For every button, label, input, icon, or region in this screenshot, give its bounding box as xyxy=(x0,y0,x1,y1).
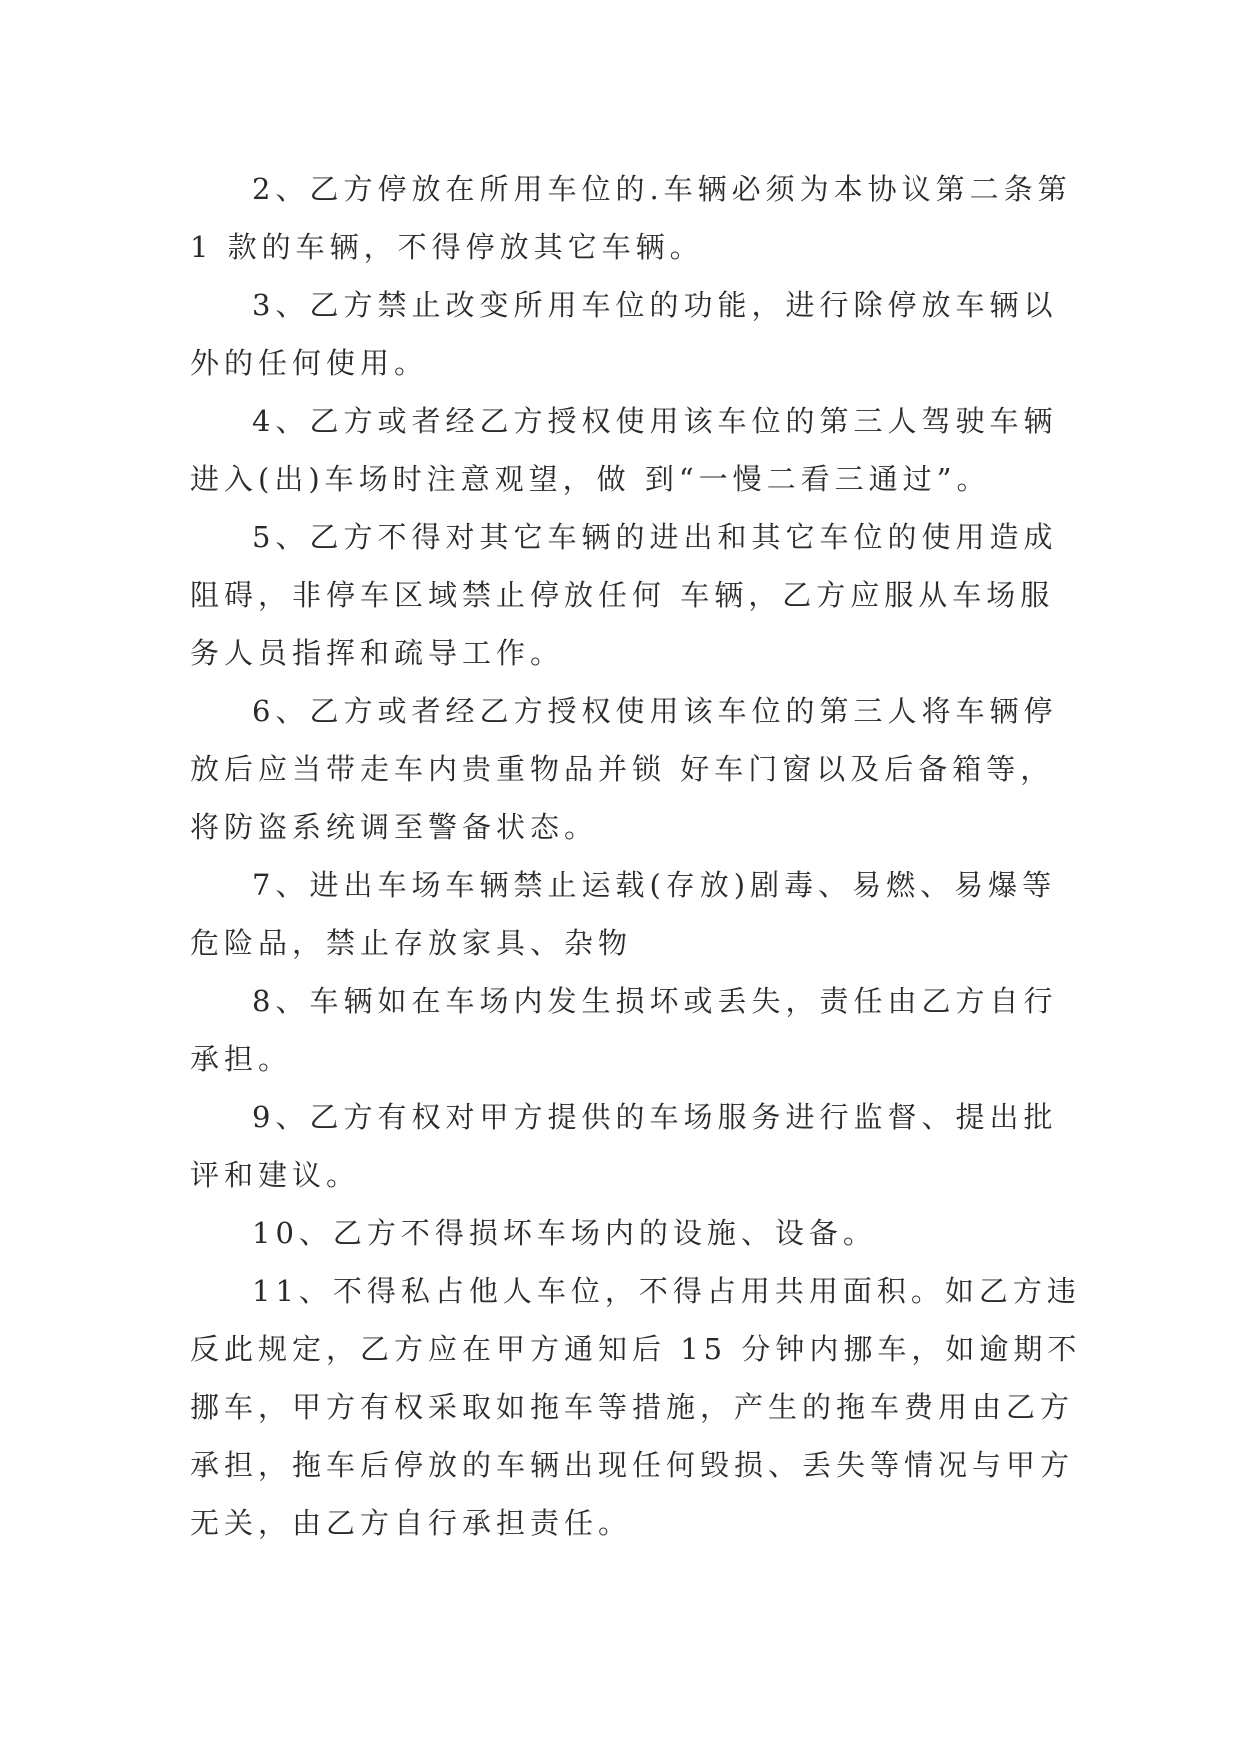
clause-9-line: 评和建议。 xyxy=(190,1158,361,1192)
clause-2-line: 1 款的车辆，不得停放其它车辆。 xyxy=(190,230,704,264)
clause-4-line: 4、乙方或者经乙方授权使用该车位的第三人驾驶车辆 xyxy=(252,404,1058,438)
clause-7-line: 7、进出车场车辆禁止运载(存放)剧毒、易燃、易爆等 xyxy=(252,868,1057,902)
clause-6-line: 6、乙方或者经乙方授权使用该车位的第三人将车辆停 xyxy=(252,694,1058,728)
clause-7 xyxy=(190,856,1057,972)
clause-8-line: 承担。 xyxy=(190,1042,293,1076)
clause-11-line: 无关，由乙方自行承担责任。 xyxy=(190,1506,633,1540)
clause-3-line: 3、乙方禁止改变所用车位的功能，进行除停放车辆以 xyxy=(252,288,1058,322)
clause-2 xyxy=(190,160,1072,276)
clause-5 xyxy=(190,508,1058,682)
clause-8 xyxy=(190,972,1058,1088)
clause-11-line: 承担，拖车后停放的车辆出现任何毁损、丢失等情况与甲方 xyxy=(190,1448,1075,1482)
clause-3 xyxy=(190,276,1058,392)
clause-2-line: 2、乙方停放在所用车位的.车辆必须为本协议第二条第 xyxy=(252,172,1072,206)
clause-11-line: 反此规定，乙方应在甲方通知后 15 分钟内挪车，如逾期不 xyxy=(190,1332,1082,1366)
clause-10-line: 10、乙方不得损坏车场内的设施、设备。 xyxy=(252,1216,877,1250)
clause-6-line: 将防盗系统调至警备状态。 xyxy=(190,810,599,844)
clause-5-line: 阻碍，非停车区域禁止停放任何 车辆，乙方应服从车场服 xyxy=(190,578,1055,612)
clause-11 xyxy=(190,1262,1082,1552)
clause-4-line: 进入(出)车场时注意观望，做 到“一慢二看三通过”。 xyxy=(190,462,991,496)
clause-9-line: 9、乙方有权对甲方提供的车场服务进行监督、提出批 xyxy=(252,1100,1058,1134)
clause-7-line: 危险品，禁止存放家具、杂物 xyxy=(190,926,633,960)
clause-11-line: 11、不得私占他人车位，不得占用共用面积。如乙方违 xyxy=(252,1274,1081,1308)
clause-11-line: 挪车，甲方有权采取如拖车等措施，产生的拖车费用由乙方 xyxy=(190,1390,1075,1424)
clause-4 xyxy=(190,392,1058,508)
clause-6-line: 放后应当带走车内贵重物品并锁 好车门窗以及后备箱等， xyxy=(190,752,1055,786)
clause-6 xyxy=(190,682,1058,856)
clause-10 xyxy=(190,1204,1052,1262)
clause-5-line: 5、乙方不得对其它车辆的进出和其它车位的使用造成 xyxy=(252,520,1058,554)
clause-3-line: 外的任何使用。 xyxy=(190,346,429,380)
document-body xyxy=(190,160,1082,1552)
clause-9 xyxy=(190,1088,1058,1204)
clause-5-line: 务人员指挥和疏导工作。 xyxy=(190,636,565,670)
clause-8-line: 8、车辆如在车场内发生损坏或丢失，责任由乙方自行 xyxy=(252,984,1058,1018)
